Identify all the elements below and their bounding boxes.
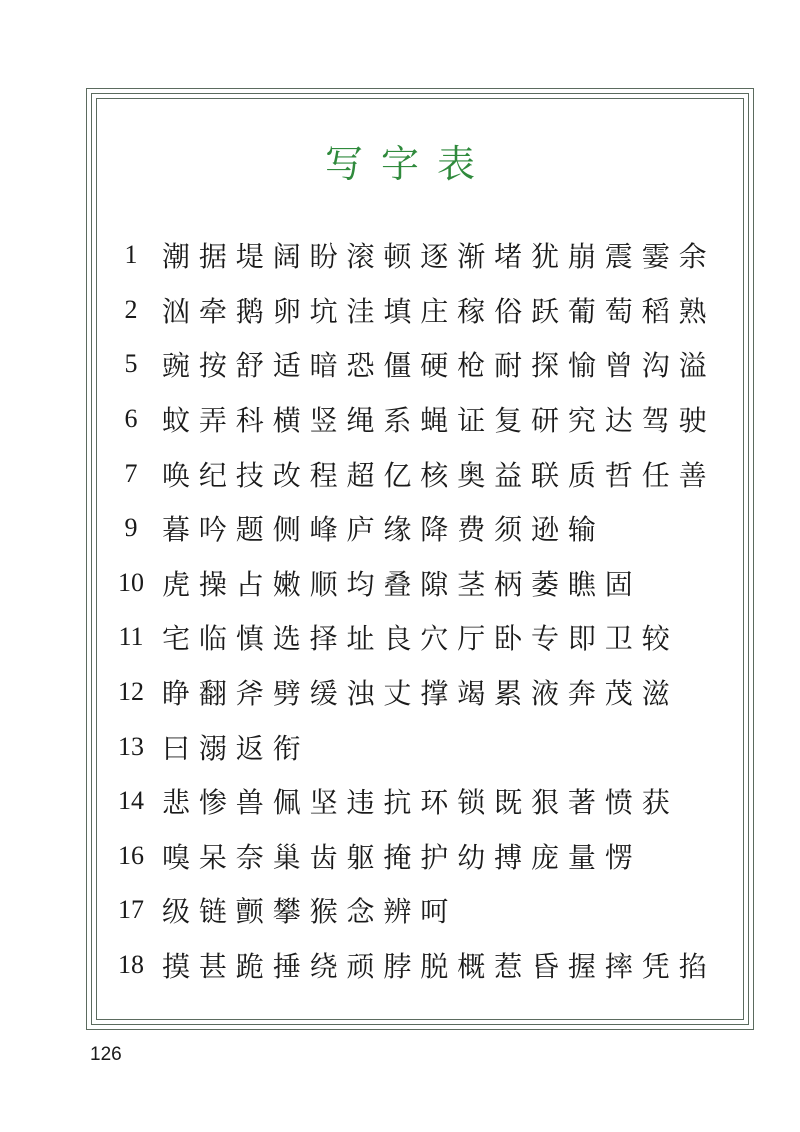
lesson-number: 9 <box>124 513 138 543</box>
table-row <box>100 665 740 720</box>
character-table <box>100 228 740 992</box>
table-row <box>100 392 740 447</box>
page-title: 写字表 <box>324 142 493 186</box>
page-number: 126 <box>90 1044 122 1065</box>
character-list: 级链颤攀猴念辨呵 <box>162 895 458 929</box>
lesson-number: 11 <box>118 622 144 652</box>
character-list: 虎操占嫩顺均叠隙茎柄萎瞧固 <box>162 567 642 601</box>
character-list: 悲惨兽佩坚违抗环锁既狠著愤获 <box>162 786 679 820</box>
lesson-number: 18 <box>118 950 144 980</box>
character-list: 唤纪技改程超亿核奥益联质哲任善 <box>162 458 716 492</box>
table-row <box>100 228 740 283</box>
lesson-number: 6 <box>124 404 138 434</box>
table-row <box>100 938 740 993</box>
lesson-number: 10 <box>118 567 144 597</box>
character-list: 摸甚跪捶绕顽脖脱概惹昏握摔凭掐 <box>162 950 716 984</box>
lesson-number: 13 <box>118 731 144 761</box>
table-row <box>100 883 740 938</box>
character-list: 豌按舒适暗恐僵硬枪耐探愉曾沟溢 <box>162 349 716 383</box>
character-list: 汹牵鹅卵坑洼填庄稼俗跃葡萄稻熟 <box>162 294 716 328</box>
lesson-number: 5 <box>124 349 138 379</box>
lesson-number: 14 <box>118 786 144 816</box>
table-row <box>100 774 740 829</box>
character-list: 嗅呆奈巢齿躯掩护幼搏庞量愣 <box>162 840 642 874</box>
table-row <box>100 556 740 611</box>
character-list: 睁翻斧劈缓浊丈撑竭累液奔茂滋 <box>162 677 679 711</box>
table-row <box>100 829 740 884</box>
character-list: 暮吟题侧峰庐缘降费须逊输 <box>162 513 605 547</box>
table-row <box>100 501 740 556</box>
lesson-number: 2 <box>124 294 138 324</box>
character-list: 蚊弄科横竖绳系蝇证复研究达驾驶 <box>162 404 716 438</box>
lesson-number: 16 <box>118 840 144 870</box>
character-list: 潮据堤阔盼滚顿逐渐堵犹崩震霎余 <box>162 240 716 274</box>
table-row <box>100 283 740 338</box>
table-row <box>100 610 740 665</box>
character-list: 曰溺返衔 <box>162 731 310 765</box>
table-row <box>100 446 740 501</box>
lesson-number: 1 <box>124 240 138 270</box>
lesson-number: 7 <box>124 458 138 488</box>
table-row <box>100 719 740 774</box>
lesson-number: 17 <box>118 895 144 925</box>
lesson-number: 12 <box>118 677 144 707</box>
character-list: 宅临慎选择址良穴厅卧专即卫较 <box>162 622 679 656</box>
table-row <box>100 337 740 392</box>
